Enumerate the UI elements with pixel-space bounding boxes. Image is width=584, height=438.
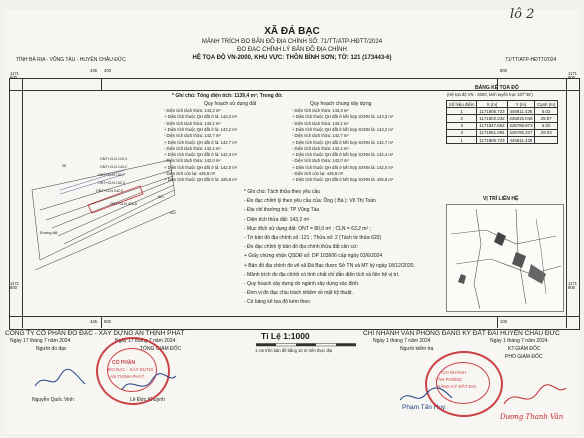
coord-cell: 1171805.723: [477, 136, 507, 143]
left-name-a: Nguyễn Quốc Vinh: [32, 397, 74, 403]
map-label: 622: [170, 211, 176, 215]
coord-row: [447, 108, 558, 115]
coord-header-cell: X (m): [477, 101, 507, 108]
scale: Tỉ Lệ 1:1000: [261, 331, 310, 341]
left-col-line: - Diện tích tách thửa: 142,7 m²: [164, 133, 221, 139]
right-col-line: - Diện tích tách thửa: 142,4 m²: [292, 145, 349, 151]
frame-bottom-inner: [9, 316, 580, 317]
signature-left-a: [30, 366, 90, 394]
parcel-info-line: - Đơn vị đo đạc chịu trách nhiệm về mặt kỹ thuật.: [244, 290, 353, 297]
office-name: CHI NHÁNH VĂN PHÒNG ĐĂNG KÝ ĐẤT ĐAI HUYỆN CHÂU ĐỨC: [363, 330, 560, 337]
coord-row: [447, 122, 558, 129]
parcel-info-line: - Đo đạc chỉnh lý bản đồ địa chính thửa đất căn cứ:: [244, 244, 358, 251]
coord-cell: 1: [447, 136, 477, 143]
coord-cell: 1171847.662: [477, 122, 507, 129]
right-col-line: - Diện tích còn lại: 425,8 m²: [292, 171, 344, 176]
left-role-a: Người đo đạc: [36, 346, 67, 352]
coord-cell: [535, 136, 558, 143]
coord-cell: 5.02: [535, 108, 558, 115]
left-col-line: - Diện tích còn lại: 425,8 m²: [164, 171, 216, 176]
grid-n-left: 1171 900: [10, 71, 20, 81]
grid-e-bottom-right: 100: [500, 319, 507, 324]
right-col-line: + Diện tích thuộc QH đất ở kết hợp SXNN là: 142,4 m²: [292, 152, 394, 158]
right-col-line: - Diện tích tách thửa: 142,0 m²: [292, 158, 349, 164]
signature-right-a: [396, 384, 456, 408]
right-role-b: KT.GIÁM ĐỐC: [508, 346, 541, 352]
right-col-line: + Diện tích thuộc QH đất ở kết hợp SXNN là: 142,7 m²: [292, 139, 394, 145]
right-col-line: + Diện tích thuộc QH đất ở kết hợp SXNN là: 142,0 m²: [292, 164, 394, 170]
parcel-info-line: - Diện tích thửa đất: 143,2 m²: [244, 216, 310, 223]
province-label: TỈNH BÀ RỊA - VŨNG TÀU - HUYỆN CHÂU ĐỨC: [16, 57, 126, 63]
scale-bar: [256, 343, 356, 347]
left-col-line: - Diện tích tách thửa: 142,0 m²: [164, 158, 221, 164]
coord-cell: 1171851.094: [477, 129, 507, 136]
coord-row: [447, 129, 558, 136]
right-date-a: Ngày 1 tháng 7 năm 2024: [373, 338, 431, 344]
grid-n-right: 1171 900: [568, 71, 578, 81]
coord-row: [447, 136, 558, 143]
handwritten-note: lô 2: [510, 7, 535, 22]
parcel-info-line: - Địa chỉ thường trú: TP Vũng Tàu: [244, 207, 320, 214]
parcel-info-line: - Quy hoạch xây dựng do ngành xây dựng xác định.: [244, 281, 360, 287]
coord-cell: 5.00: [535, 122, 558, 129]
coord-header-cell: Số hiệu điểm: [447, 101, 477, 108]
coord-header-cell: Cạnh (m): [535, 101, 558, 108]
right-date-b: Ngày 1 tháng 7 năm 2024.: [490, 338, 549, 344]
right-role-a: Người kiểm tra: [400, 346, 434, 352]
parcel-info-line: - Mảnh trích đo địa chính có tính chất chỉ dẫn diện tích và liên hệ vị trí.: [244, 271, 400, 278]
tick: [497, 316, 498, 328]
right-col-title: Quy hoạch chung xây dựng: [310, 101, 372, 107]
left-name-b: Lê Đức Khuynh: [130, 397, 165, 403]
header-line3: HỆ TỌA ĐỘ VN-2000, KHU VỰC: THÔN BÌNH SƠN; TỜ: 121 (173443-6): [192, 55, 392, 61]
company-name: CÔNG TY CỔ PHẦN ĐO ĐẠC - XÂY DỰNG AN THỊNH PHÁT: [5, 330, 185, 337]
grid-e-bottom-left: 445: [90, 319, 97, 324]
coord-row: [447, 115, 558, 122]
parcel-info-line: + Bản đồ địa chính đo vẽ xã Đá Bạc được Sở TN và MT ký ngày 18/12/2020.: [244, 262, 415, 269]
parcel-info-line: - Có bảng kê tọa độ kèm theo: [244, 299, 310, 306]
left-col-line: + Diện tích thuộc QH đất ở là: 425,8 m²: [164, 177, 238, 183]
coord-cell: 1171802.232: [477, 115, 507, 122]
map-label: 36: [62, 164, 66, 168]
location-map: [446, 204, 564, 312]
right-col-line: - Diện tích tách thửa: 143,2 m²: [292, 120, 349, 126]
area-note: * Ghi chú: Tổng diện tích: 1139,4 m²; Trong đó:: [172, 93, 283, 99]
right-col-line: - Diện tích tách thửa: 143,3 m²: [292, 108, 349, 113]
office-stamp: CHI NHÁNH VĂN PHÒNG ĐĂNG KÝ ĐẤT ĐAI: [425, 351, 503, 417]
right-role-c: PHÓ GIÁM ĐỐC: [505, 354, 543, 360]
right-col-line: + Diện tích thuộc QH đất ở kết hợp SXNN là: 425,8 m²: [292, 177, 394, 183]
company-stamp: CỔ PHẦN ĐO ĐẠC - XÂY DỰNG AN THỊNH PHÁT: [96, 337, 170, 405]
parcel-info-line: - Đo đạc chỉnh lý theo yêu cầu của: Ông ( Bà ): Võ Thị Toán: [244, 198, 376, 205]
left-col-line: - Diện tích tách thửa: 142,4 m²: [164, 145, 221, 151]
coord-cell: 445788.973: [507, 122, 535, 129]
left-col-title: Quy hoạch sử dụng đất: [204, 101, 257, 107]
ref-right: 71/TT/ATP-HĐTT/2024: [505, 57, 557, 63]
coord-cell: 445811.435: [507, 136, 535, 143]
signature-right-b: [500, 384, 570, 412]
coord-table-title: BẢNG KÊ TỌA ĐỘ: [475, 85, 519, 91]
scale-note: 1 cm trên bản đồ bằng 10 m trên thực địa: [255, 348, 333, 353]
frame-right-inner: [566, 78, 567, 328]
left-col-line: + Diện tích thuộc QH đất ở là: 142,7 m²: [164, 139, 238, 145]
left-col-line: + Diện tích thuộc QH đất ở là: 142,0 m²: [164, 164, 238, 170]
left-col-line: - Diện tích tách thửa: 143,2 m²: [164, 120, 221, 126]
coord-cell: 2: [447, 115, 477, 122]
grid-e-top-right: 800: [500, 68, 507, 73]
grid-s-left: 1171 800: [10, 281, 20, 291]
parcel-info-line: - Mục đích sử dụng đất: ONT = 80,0 m² ; CLN = 63,2 m² ;: [244, 225, 371, 232]
grid-e-top-left: 445: [90, 68, 97, 73]
left-col-line: + Diện tích thuộc QH đất ở là: 143,3 m²: [164, 114, 238, 120]
map-label: ONT+CLN 142,0: [96, 189, 123, 193]
coord-cell: 4: [447, 129, 477, 136]
left-date-a: Ngày 17 tháng 7 năm 2024: [10, 338, 71, 344]
coord-cell: 28.87: [535, 115, 558, 122]
coord-cell: 1: [447, 108, 477, 115]
left-date-b: Ngày 17 tháng 7 năm 2024.: [115, 338, 177, 344]
right-name-a: Phạm Tấn Huy: [402, 404, 446, 411]
coord-header-cell: Y (m): [507, 101, 535, 108]
location-title: VỊ TRÍ LIÊN HỆ: [483, 196, 519, 202]
frame-left-inner: [22, 78, 23, 328]
map-label: ONT+CLN 142,4: [98, 181, 125, 185]
coord-cell: 1171805.723: [477, 108, 507, 115]
coord-table-subtitle: (Hệ tọa độ VN - 2000, kinh tuyến trục 107°45'): [447, 92, 533, 97]
parcel-info-line: * Ghi chú: Tách thửa theo yêu cầu: [244, 189, 321, 195]
map-label: ONT+CLN 143,2: [100, 165, 127, 169]
map-label: 621: [158, 195, 164, 199]
right-col-line: + Diện tích thuộc QH đất ở kết hợp SXNN là: 143,2 m²: [292, 126, 394, 132]
left-role-b: TỔNG GIÁM ĐỐC: [140, 346, 182, 352]
left-col-line: + Diện tích thuộc QH đất ở là: 142,4 m²: [164, 152, 238, 158]
header-line2: ĐO ĐẠC CHỈNH LÝ BẢN ĐỒ ĐỊA CHÍNH: [237, 47, 347, 53]
map-label: ONT+CLN 425,8: [110, 202, 137, 206]
coord-table: [446, 100, 558, 144]
coord-cell: 3: [447, 122, 477, 129]
coord-cell: 445811.435: [507, 108, 535, 115]
grid-e-bottom-mid: 800: [104, 319, 111, 324]
parcel-info-line: + Giấy chứng nhận QSDĐ số: DP 103606 cấp ngày 03/6/2024: [244, 253, 383, 260]
map-label: Đường đất: [40, 231, 58, 235]
right-col-line: + Diện tích thuộc QH đất ở kết hợp SXNN là: 143,3 m²: [292, 114, 394, 120]
coord-cell: 445815.048: [507, 115, 535, 122]
tick: [101, 316, 102, 328]
left-col-line: + Diện tích thuộc QH đất ở là: 143,2 m²: [164, 126, 238, 132]
left-col-line: - Diện tích tách thửa: 143,3 m²: [164, 108, 221, 113]
tick: [101, 78, 102, 90]
signature-left-b: [118, 372, 178, 398]
map-label: ONT+CLN 143,3: [100, 157, 127, 161]
commune-title: XÃ ĐÁ BẠC: [264, 26, 320, 37]
parcel-info-line: - Tờ bản đồ địa chính số: 121 ; Thửa số: 2 (Tách từ thửa 620): [244, 235, 382, 241]
map-label: ONT+CLN 142,7: [98, 173, 125, 177]
right-col-line: - Diện tích tách thửa: 142,7 m²: [292, 133, 349, 139]
grid-s-right: 1171 800: [568, 281, 578, 291]
coord-cell: 445785.327: [507, 129, 535, 136]
grid-e-top-mid: 400: [104, 68, 111, 73]
header-line1: MẢNH TRÍCH ĐO BẢN ĐỒ ĐỊA CHÍNH SỐ: 71/TT/ATP-HĐTT/2024: [201, 39, 383, 45]
coord-cell: 29.03: [535, 129, 558, 136]
right-name-b: Dương Thanh Vân: [500, 413, 564, 421]
